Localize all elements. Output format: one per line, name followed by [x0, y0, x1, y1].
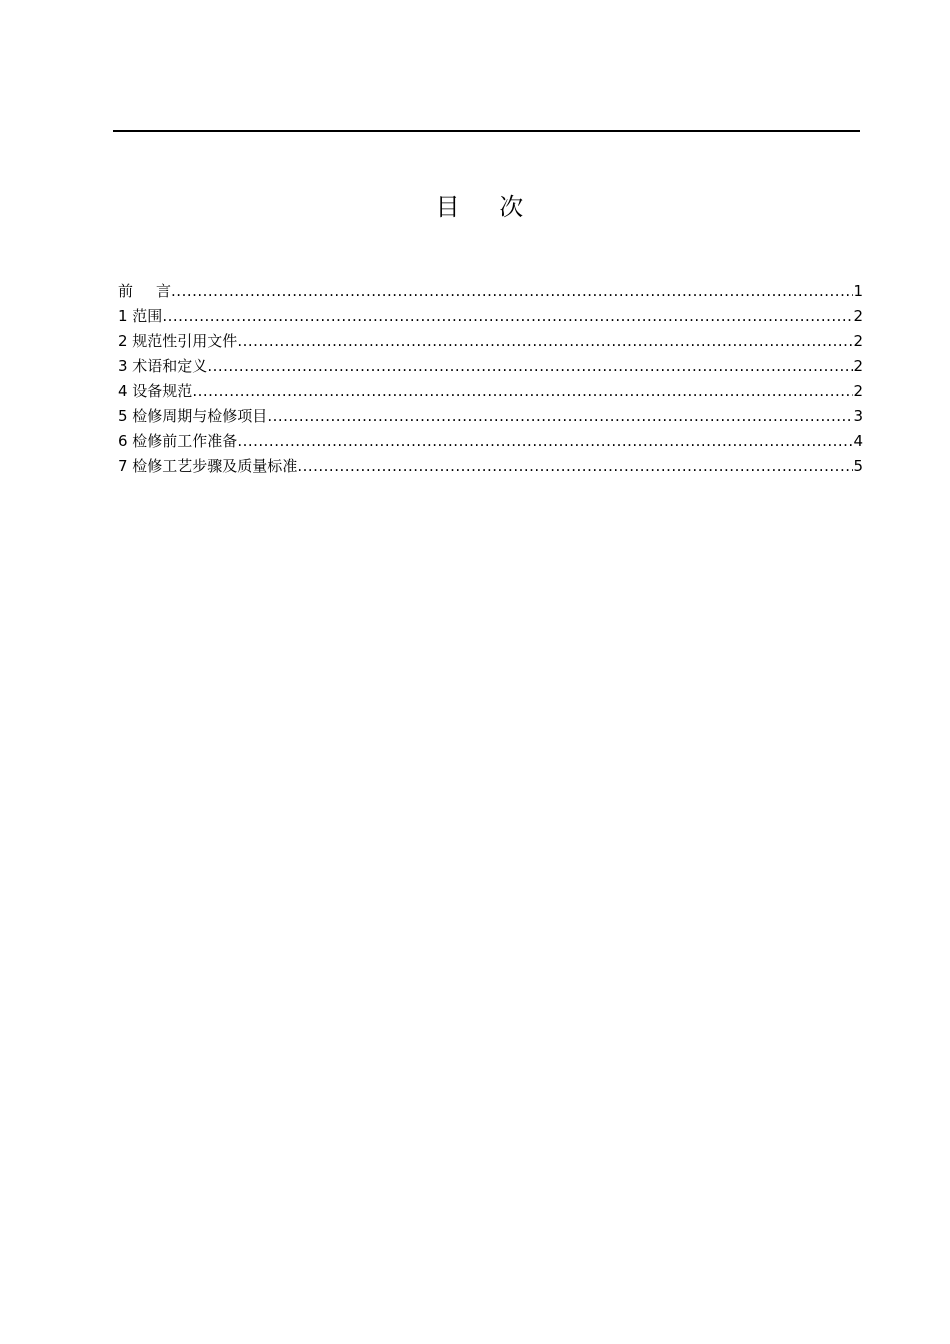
toc-entry-scope[interactable] — [118, 304, 863, 329]
toc-entry-equipment-specs[interactable] — [118, 379, 863, 404]
toc-entry-page: 2 — [853, 307, 863, 325]
toc-entry-label: 5 检修周期与检修项目 — [118, 407, 268, 425]
toc-entry-page: 2 — [853, 382, 863, 400]
toc-entry-label: 4 设备规范 — [118, 382, 193, 400]
toc-entry-label: 1 范围 — [118, 307, 163, 325]
toc-leader — [192, 379, 853, 404]
toc-entry-page: 3 — [853, 407, 863, 425]
toc-entry-preparation[interactable] — [118, 429, 863, 454]
toc-entry-page: 4 — [853, 432, 863, 450]
toc-entry-page: 2 — [853, 332, 863, 350]
toc-entry-terms-definitions[interactable] — [118, 354, 863, 379]
toc-leader — [297, 454, 853, 479]
toc-entry-page: 2 — [853, 357, 863, 375]
toc-entry-procedure-quality[interactable] — [118, 454, 863, 479]
toc-entry-maintenance-cycle[interactable] — [118, 404, 863, 429]
toc-entry-page: 1 — [853, 282, 863, 300]
toc-leader — [237, 329, 853, 354]
toc-entry-page: 5 — [853, 457, 863, 475]
table-of-contents — [118, 279, 863, 479]
toc-leader — [237, 429, 853, 454]
toc-entry-normative-references[interactable] — [118, 329, 863, 354]
toc-leader — [267, 404, 853, 429]
toc-entry-label: 7 检修工艺步骤及质量标准 — [118, 457, 298, 475]
toc-leader — [171, 279, 853, 304]
toc-entry-foreword[interactable] — [118, 279, 863, 304]
toc-entry-label: 6 检修前工作准备 — [118, 432, 238, 450]
toc-entry-label: 3 术语和定义 — [118, 357, 208, 375]
toc-entry-label: 2 规范性引用文件 — [118, 332, 238, 350]
header-rule — [113, 130, 860, 132]
toc-leader — [207, 354, 853, 379]
toc-title: 目 次 — [435, 193, 540, 221]
toc-entry-label: 前 言 — [118, 282, 172, 300]
toc-leader — [162, 304, 853, 329]
